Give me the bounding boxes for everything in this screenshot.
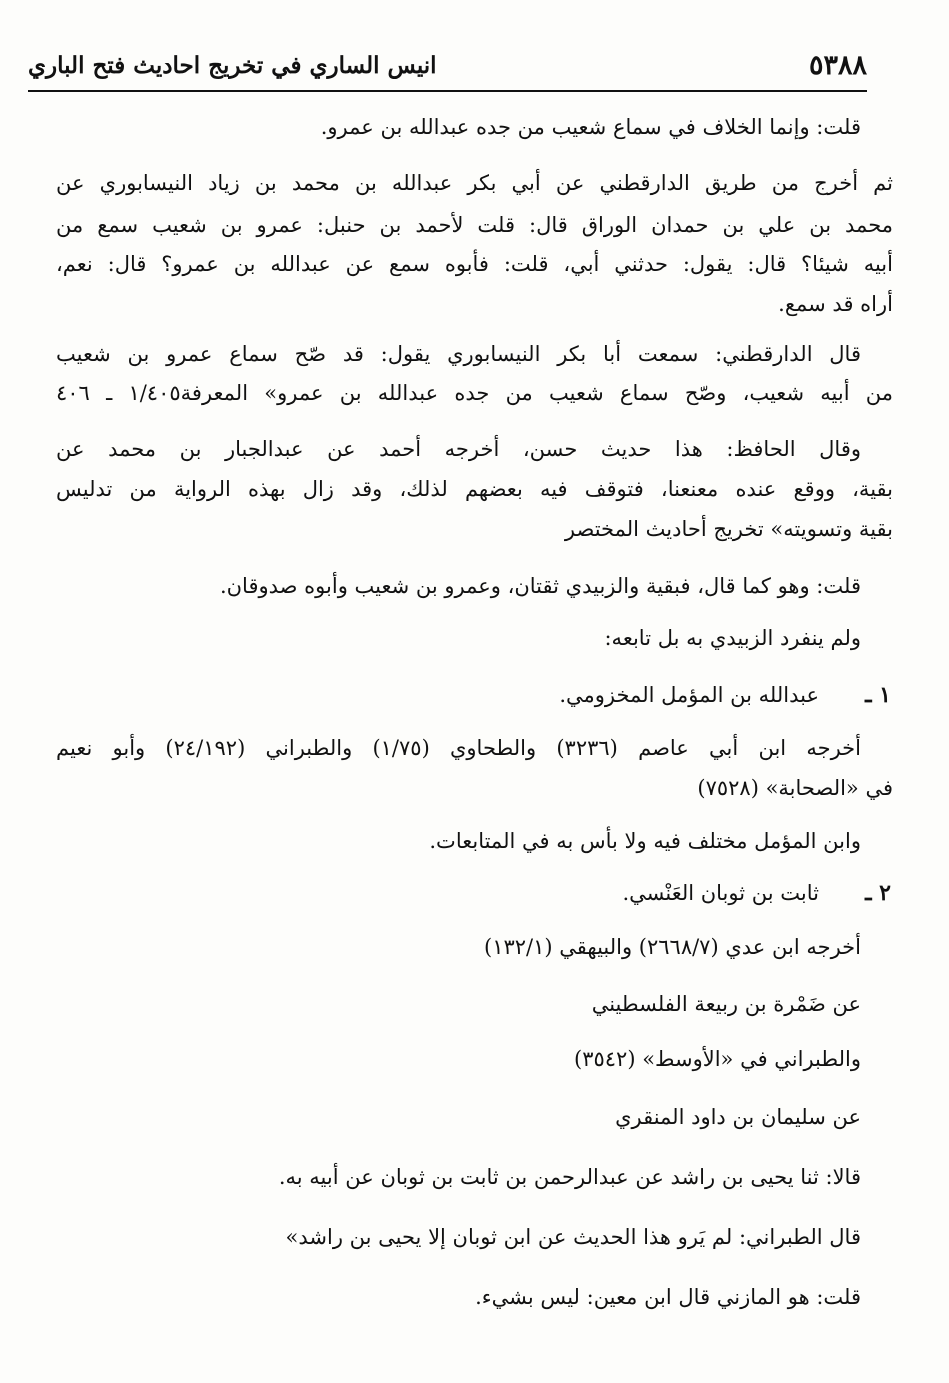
text-line: قلت: وإنما الخلاف في سماع شعيب من جده عبدالله بن عمرو. (320, 115, 861, 139)
list-item: عبدالله بن المؤمل المخزومي. (559, 683, 819, 707)
page-number: ٥٣٨٨ (808, 50, 867, 81)
text-line: في «الصحابة» (٧٥٢٨) (697, 776, 893, 800)
text-line: والطبراني في «الأوسط» (٣٥٤٢) (574, 1047, 861, 1071)
text-line: قالا: ثنا يحيى بن راشد عن عبدالرحمن بن ثابت بن ثوبان عن أبيه به. (278, 1165, 861, 1189)
text-line: قلت: وهو كما قال، فبقية والزبيدي ثقتان، وعمرو بن شعيب وأبوه صدوقان. (219, 574, 861, 598)
text-line: محمد بن علي بن حمدان الوراق قال: قلت لأحمد بن حنبل: عمرو بن شعيب سمع من (56, 213, 893, 237)
text-line: قال الطبراني: لم يَرو هذا الحديث عن ابن ثوبان إلا يحيى بن راشد» (285, 1225, 861, 1249)
page-header (28, 40, 867, 92)
text-line: عن سليمان بن داود المنقري (615, 1105, 861, 1129)
text-line: وقال الحافظ: هذا حديث حسن، أخرجه أحمد عن عبدالجبار بن محمد عن (56, 437, 861, 461)
list-number: ٢ ـ (865, 880, 891, 906)
text-line: أبيه شيئا؟ قال: يقول: حدثني أبي، قلت: فأبوه سمع عن عبدالله بن عمرو؟ قال: نعم، (56, 252, 893, 276)
text-line: بقية، ووقع عنده معنعنا، فتوقف فيه بعضهم لذلك، وقد زال بهذه الرواية من تدليس (56, 477, 893, 501)
text-line: ولم ينفرد الزبيدي به بل تابعه: (604, 626, 861, 650)
text-line: ثم أخرج من طريق الدارقطني عن أبي بكر عبدالله بن محمد بن زياد النيسابوري عن (56, 171, 893, 195)
text-line: من أبيه شعيب، وصّح سماع شعيب من جده عبدالله بن عمرو» المعرفة١/٤٠٥ ـ ٤٠٦ (56, 381, 893, 405)
text-line: أخرجه ابن عدي (٢٦٦٨/٧) والبيهقي (١٣٢/١) (483, 935, 861, 959)
list-number: ١ ـ (865, 682, 891, 708)
text-line: قال الدارقطني: سمعت أبا بكر النيسابوري يقول: قد صّح سماع عمرو بن شعيب (56, 342, 861, 366)
running-title: انيس الساري في تخريج احاديث فتح الباري (28, 52, 437, 79)
text-line: وابن المؤمل مختلف فيه ولا بأس به في المتابعات. (429, 829, 861, 853)
list-item: ثابت بن ثوبان العَنْسي. (622, 881, 819, 905)
text-line: بقية وتسويته» تخريج أحاديث المختصر (564, 517, 893, 541)
text-line: أراه قد سمع. (778, 292, 893, 316)
text-line: أخرجه ابن أبي عاصم (٣٢٣٦) والطحاوي (١/٧٥) والطبراني (٢٤/١٩٢) وأبو نعيم (56, 736, 861, 760)
text-line: قلت: هو المازني قال ابن معين: ليس بشيء. (475, 1285, 861, 1309)
text-line: عن ضَمْرة بن ربيعة الفلسطيني (591, 992, 861, 1016)
